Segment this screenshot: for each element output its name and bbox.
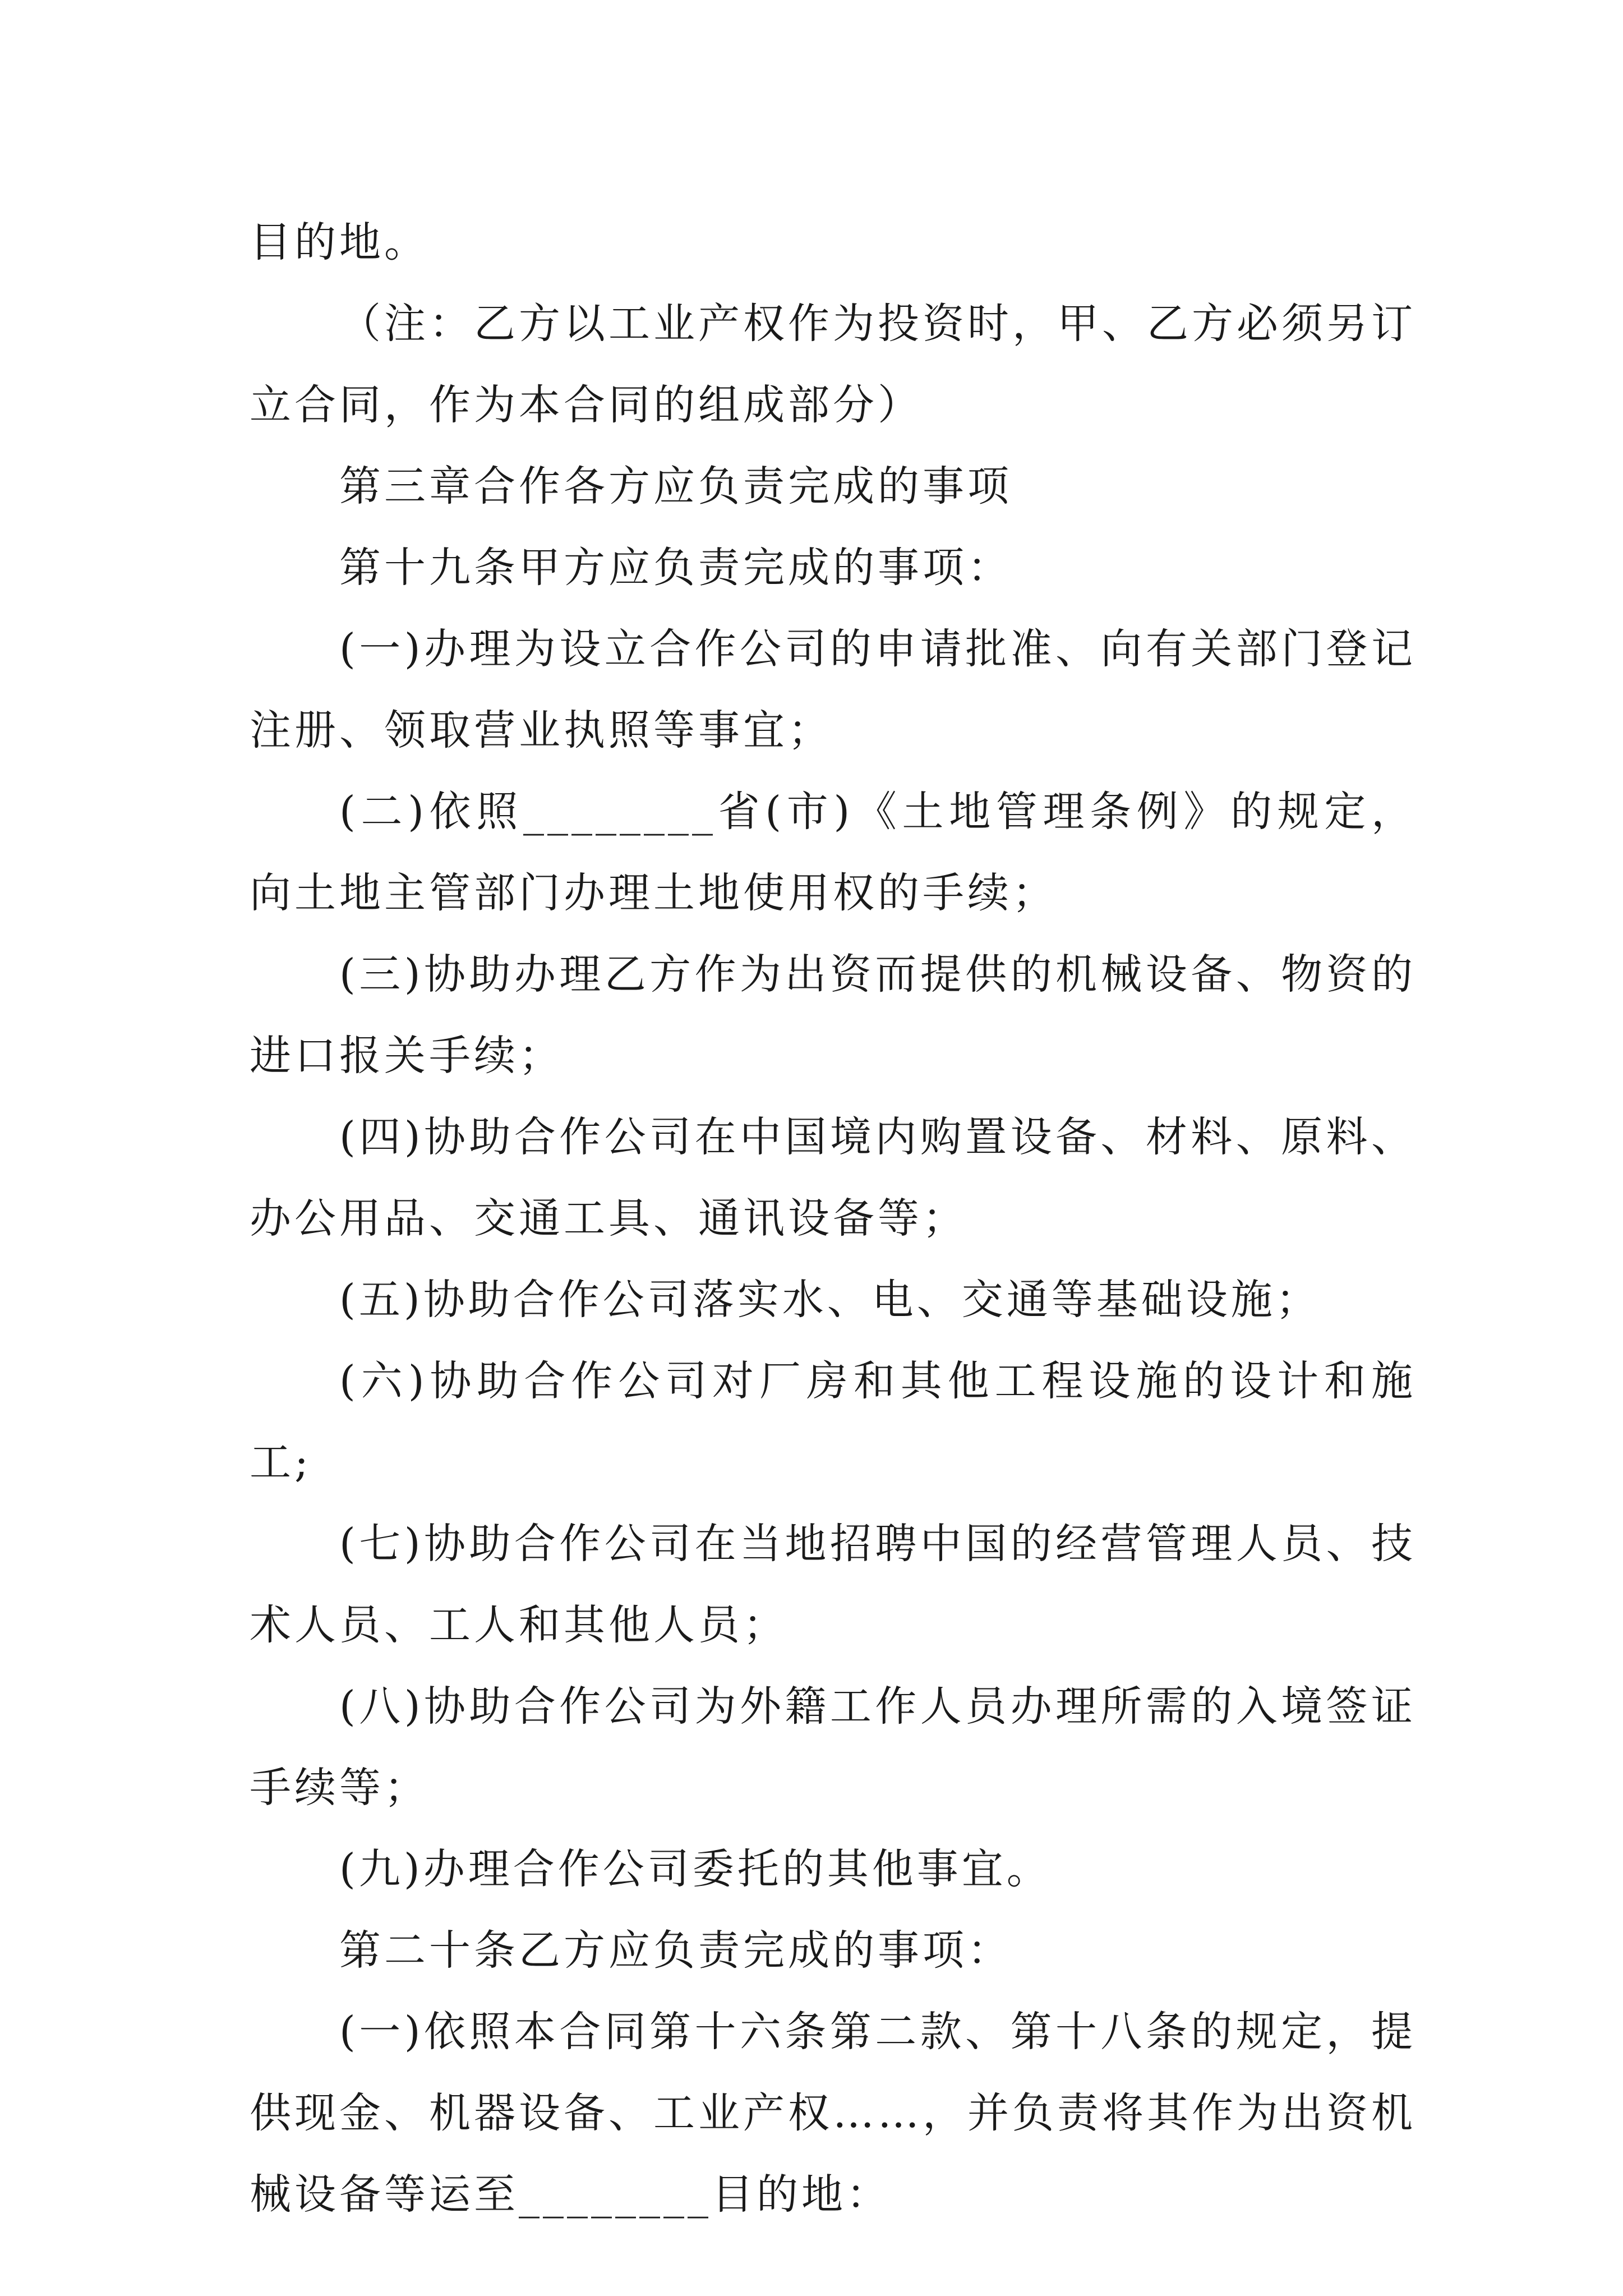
chapter-heading: 第三章合作各方应负责完成的事项 bbox=[339, 462, 1012, 510]
article-19-item-1: (一)办理为设立合作公司的申请批准、向有关部门登记注册、领取营业执照等事宜； bbox=[250, 625, 1416, 754]
article-19-item-9: (九)办理合作公司委托的其他事宜。 bbox=[339, 1845, 1052, 1893]
article-19-item-7: (七)协助合作公司在当地招聘中国的经营管理人员、技术人员、工人和其他人员； bbox=[250, 1520, 1416, 1649]
article-19-heading: 第十九条甲方应负责完成的事项： bbox=[339, 544, 1012, 592]
paragraph-note: （注：乙方以工业产权作为投资时，甲、乙方必须另订立合同，作为本合同的组成部分） bbox=[250, 300, 1416, 429]
article-19-item-5: (五)协助合作公司落实水、电、交通等基础设施； bbox=[339, 1276, 1321, 1324]
article-20-item-1: (一)依照本合同第十六条第二款、第十八条的规定，提供现金、机器设备、工业产权……，并负责将其作为出资机械设备等运至________目的地： bbox=[250, 2008, 1416, 2219]
paragraph-destination-end: 目的地。 bbox=[250, 218, 429, 266]
article-19-item-2: (二)依照________省(市)《土地管理条例》的规定，向土地主管部门办理土地使用权的手续； bbox=[250, 788, 1416, 917]
document-body bbox=[250, 202, 1416, 2235]
article-20-heading: 第二十条乙方应负责完成的事项： bbox=[339, 1926, 1012, 1975]
article-19-item-4: (四)协助合作公司在中国境内购置设备、材料、原料、办公用品、交通工具、通讯设备等； bbox=[250, 1113, 1416, 1243]
article-19-item-3: (三)协助办理乙方作为出资而提供的机械设备、物资的进口报关手续； bbox=[250, 950, 1416, 1080]
article-19-item-8: (八)协助合作公司为外籍工作人员办理所需的入境签证手续等； bbox=[250, 1682, 1416, 1812]
article-19-item-6: (六)协助合作公司对厂房和其他工程设施的设计和施工; bbox=[250, 1357, 1416, 1487]
